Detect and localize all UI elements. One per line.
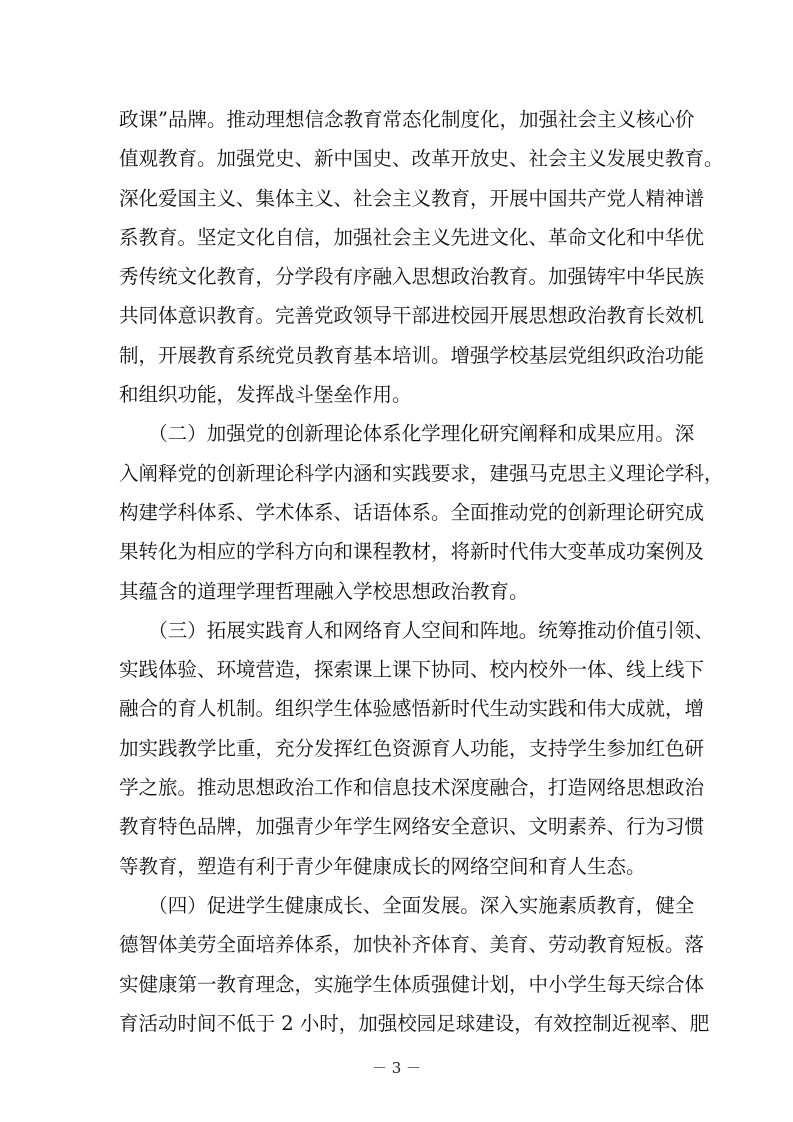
text-line: 和组织功能，发挥战斗堡垒作用。	[119, 383, 412, 407]
text-line: 学之旅。推动思想政治工作和信息技术深度融合，打造网络思想政治	[119, 776, 705, 800]
text-line: （四）促进学生健康成长、全面发展。深入实施素质教育，健全	[119, 893, 695, 917]
text-line: 实践体验、环境营造，探索课上课下协同、校内校外一体、线上线下	[119, 658, 705, 682]
text-line: 秀传统文化教育，分学段有序融入思想政治教育。加强铸牢中华民族	[119, 265, 705, 289]
text-line: （二）加强党的创新理论体系化学理化研究阐释和成果应用。深	[119, 422, 695, 446]
text-line: 共同体意识教育。完善党政领导干部进校园开展思想政治教育长效机	[119, 304, 705, 328]
text-line: 其蕴含的道理学理哲理融入学校思想政治教育。	[119, 579, 529, 603]
text-line: 系教育。坚定文化自信，加强社会主义先进文化、革命文化和中华优	[119, 225, 705, 249]
text-line: 果转化为相应的学科方向和课程教材，将新时代伟大变革成功案例及	[119, 540, 705, 564]
text-line: 深化爱国主义、集体主义、社会主义教育，开展中国共产党人精神谱	[119, 186, 705, 210]
text-line: 值观教育。加强党史、新中国史、改革开放史、社会主义发展史教育。	[119, 147, 724, 171]
text-line: 构建学科体系、学术体系、话语体系。全面推动党的创新理论研究成	[119, 500, 705, 524]
text-line: 教育特色品牌，加强青少年学生网络安全意识、文明素养、行为习惯	[119, 815, 705, 839]
text-line: 德智体美劳全面培养体系，加快补齐体育、美育、劳动教育短板。落	[119, 933, 705, 957]
text-line: 育活动时间不低于 2 小时，加强校园足球建设，有效控制近视率、肥	[119, 1011, 710, 1035]
text-line: 政课”品牌。推动理想信念教育常态化制度化，加强社会主义核心价	[119, 108, 695, 131]
page-number: － 3 －	[371, 1059, 422, 1077]
text-line: 等教育，塑造有利于青少年健康成长的网络空间和育人生态。	[119, 854, 646, 878]
text-line: （三）拓展实践育人和网络育人空间和阵地。统筹推动价值引领、	[119, 618, 714, 642]
text-line: 制，开展教育系统党员教育基本培训。增强学校基层党组织政治功能	[119, 343, 705, 367]
text-line: 加实践教学比重，充分发挥红色资源育人功能，支持学生参加红色研	[119, 736, 705, 760]
text-line: 融合的育人机制。组织学生体验感悟新时代生动实践和伟大成就，增	[119, 697, 705, 721]
body-text	[119, 100, 724, 1043]
text-line: 入阐释党的创新理论科学内涵和实践要求，建强马克思主义理论学科，	[119, 461, 724, 485]
text-line: 实健康第一教育理念，实施学生体质强健计划，中小学生每天综合体	[119, 972, 705, 996]
